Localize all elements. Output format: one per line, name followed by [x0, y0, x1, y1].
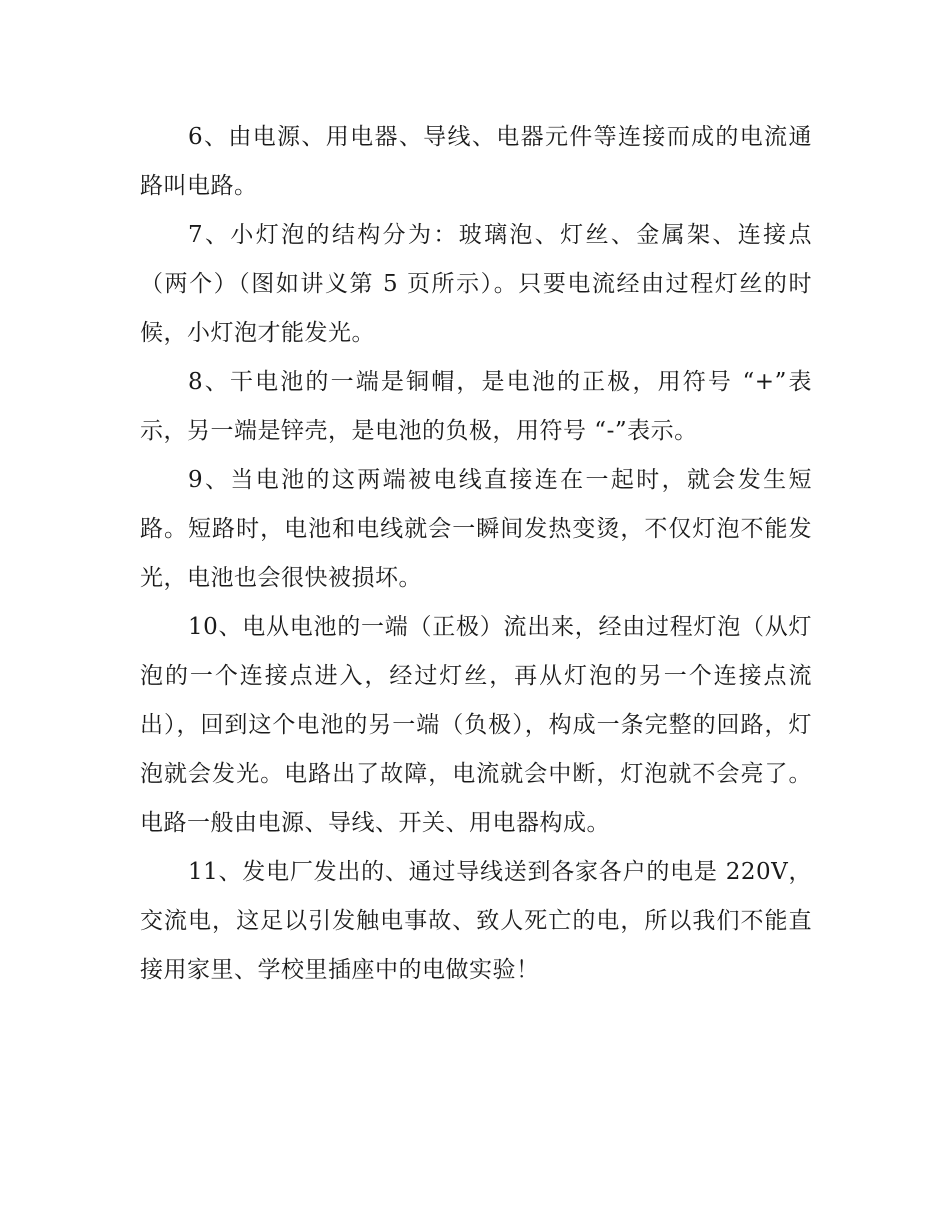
paragraph-9: 9、当电池的这两端被电线直接连在一起时，就会发生短路。短路时，电池和电线就会一瞬间发热变烫，不仅灯泡不能发光，电池也会很快被损坏。: [140, 467, 812, 591]
paragraph-6: 6、由电源、用电器、导线、电器元件等连接而成的电流通路叫电路。: [140, 124, 812, 199]
document-body: [140, 113, 812, 995]
paragraph-11: 11、发电厂发出的、通过导线送到各家各户的电是 220V，交流电，这足以引发触电事故、致人死亡的电，所以我们不能直接用家里、学校里插座中的电做实验！: [140, 859, 812, 983]
paragraph-7: 7、小灯泡的结构分为：玻璃泡、灯丝、金属架、连接点（两个）（图如讲义第 5 页所示）。只要电流经由过程灯丝的时候，小灯泡才能发光。: [140, 222, 812, 346]
paragraph-10: 10、电从电池的一端（正极）流出来，经由过程灯泡（从灯泡的一个连接点进入，经过灯丝，再从灯泡的另一个连接点流出），回到这个电池的另一端（负极），构成一条完整的回路，灯泡就会发光。电路出了故障，电流就会中断，灯泡就不会亮了。电路一般由电源、导线、开关、用电器构成。: [140, 614, 812, 836]
paragraph-8: 8、干电池的一端是铜帽，是电池的正极，用符号 “+”表示，另一端是锌壳，是电池的负极，用符号 “-”表示。: [140, 369, 812, 444]
